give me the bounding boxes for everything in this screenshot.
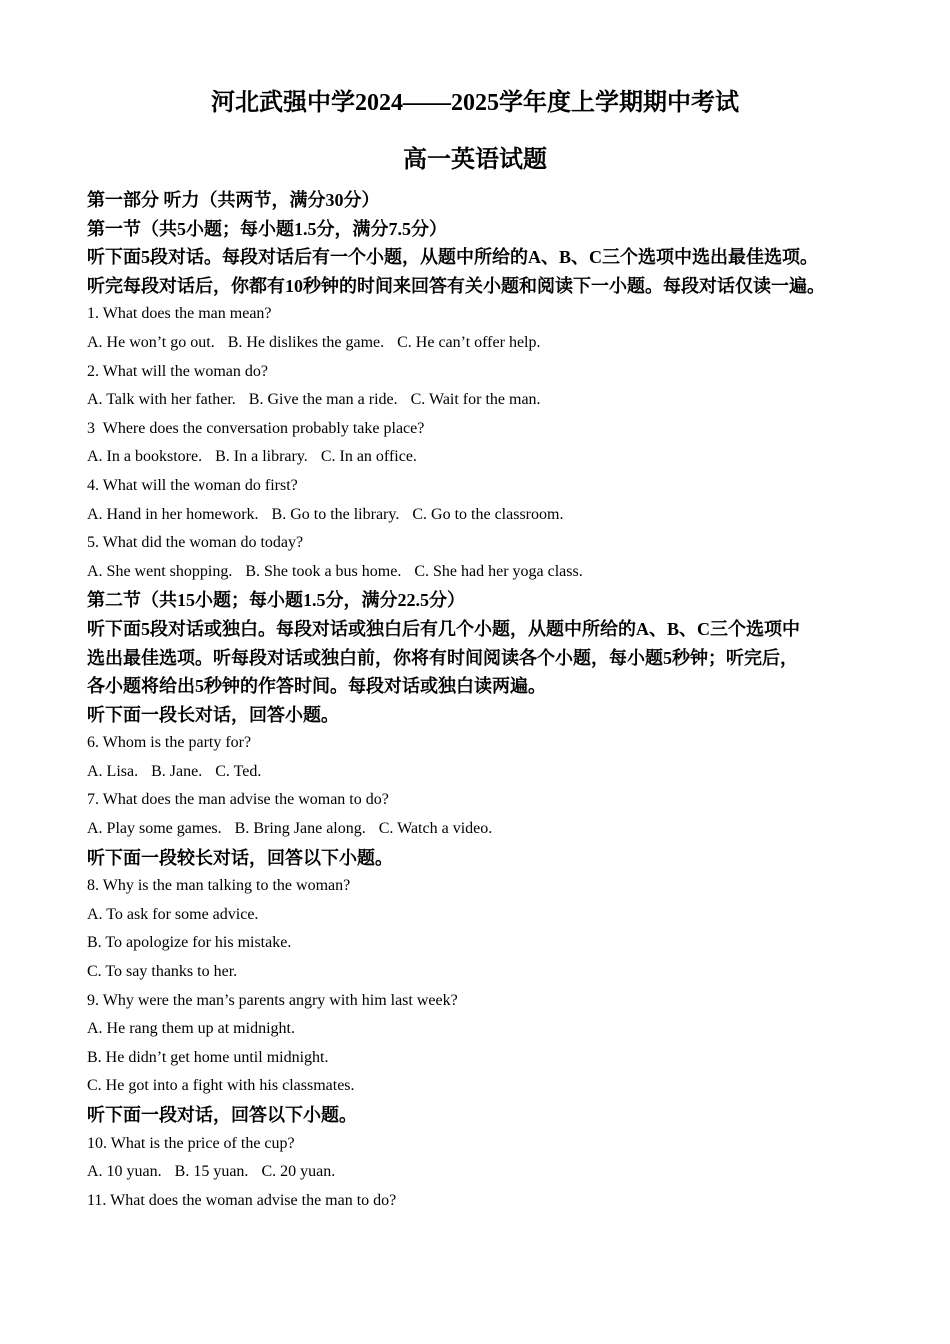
question-1-options [87,329,887,358]
option-c: C. Go to the classroom. [412,505,564,523]
question-2-options [87,386,887,415]
dialog-intro: 听下面一段较长对话，回答以下小题。 [87,847,393,868]
question-6: 6. Whom is the party for? [87,734,252,752]
dialog-intro: 听下面一段对话，回答以下小题。 [87,1105,357,1125]
option-c: C. In an office. [320,448,417,466]
option-a: A. To ask for some advice. [87,905,259,923]
question-9: 9. Why were the man’s parents angry with him last week? [87,991,458,1009]
option-b: B. Jane. [151,762,203,780]
option-b: B. He didn’t get home until midnight. [87,1048,329,1066]
option-b: B. In a library. [215,448,308,466]
question-4: 4. What will the woman do first? [87,476,298,494]
option-a: A. Play some games. [87,820,222,838]
option-b: B. Bring Jane along. [234,820,366,838]
option-b: B. Give the man a ride. [248,391,398,409]
option-b: B. Go to the library. [271,505,400,523]
option-a: A. In a bookstore. [87,448,203,466]
option-b: B. 15 yuan. [174,1163,249,1181]
section1-instruction: 听完每段对话后，你都有10秒钟的时间来回答有关小题和阅读下一小题。每段对话仅读一遍。 [87,275,825,296]
option-c: C. He can’t offer help. [397,333,541,351]
option-b: B. He dislikes the game. [227,333,385,351]
section2-instruction: 选出最佳选项。听每段对话或独白前，你将有时间阅读各个小题，每小题5秒钟；听完后， [87,647,798,668]
section2-instruction: 各小题将给出5秒钟的作答时间。每段对话或独白读两遍。 [87,676,546,697]
option-c: C. Ted. [215,762,262,780]
option-a: A. 10 yuan. [87,1163,162,1181]
question-5: 5. What did the woman do today? [87,534,304,552]
exam-body [87,186,887,1215]
option-c: C. Wait for the man. [410,391,541,409]
option-c: C. To say thanks to her. [87,963,238,981]
option-c: C. Watch a video. [378,820,493,838]
option-a: A. She went shopping. [87,562,233,580]
question-2: 2. What will the woman do? [87,362,268,380]
section2-heading: 第二节（共15小题；每小题1.5分，满分22.5分） [87,590,465,611]
section1-instruction: 听下面5段对话。每段对话后有一个小题，从题中所给的A、B、C三个选项中选出最佳选项。 [87,247,818,268]
question-8: 8. Why is the man talking to the woman? [87,877,351,895]
part1-heading: 第一部分 听力（共两节，满分30分） [87,190,380,210]
option-b: B. To apologize for his mistake. [87,934,292,952]
question-6-options [87,758,887,787]
option-c: C. She had her yoga class. [414,562,583,580]
option-c: C. 20 yuan. [261,1163,336,1181]
option-a: A. Talk with her father. [87,391,236,409]
option-a: A. He rang them up at midnight. [87,1020,295,1038]
question-3: 3 Where does the conversation probably take place? [87,419,425,437]
question-7: 7. What does the man advise the woman to do? [87,791,389,809]
option-a: A. Hand in her homework. [87,505,259,523]
question-3-options [87,443,887,472]
option-a: A. He won’t go out. [87,333,215,351]
option-a: A. Lisa. [87,762,139,780]
question-11: 11. What does the woman advise the man to do? [87,1191,397,1209]
question-10: 10. What is the price of the cup? [87,1134,295,1152]
option-b: B. She took a bus home. [245,562,402,580]
question-5-options [87,558,887,587]
exam-title: 河北武强中学2024——2025学年度上学期期中考试 [211,90,739,116]
section1-heading: 第一节（共5小题；每小题1.5分，满分7.5分） [87,218,447,239]
question-4-options [87,501,887,530]
option-c: C. He got into a fight with his classmates. [87,1077,355,1095]
question-7-options [87,815,887,844]
dialog-intro: 听下面一段长对话，回答小题。 [87,704,339,725]
exam-subtitle: 高一英语试题 [403,147,547,173]
question-1: 1. What does the man mean? [87,305,272,323]
question-10-options [87,1158,887,1187]
section2-instruction: 听下面5段对话或独白。每段对话或独白后有几个小题，从题中所给的A、B、C三个选项中 [87,618,800,639]
